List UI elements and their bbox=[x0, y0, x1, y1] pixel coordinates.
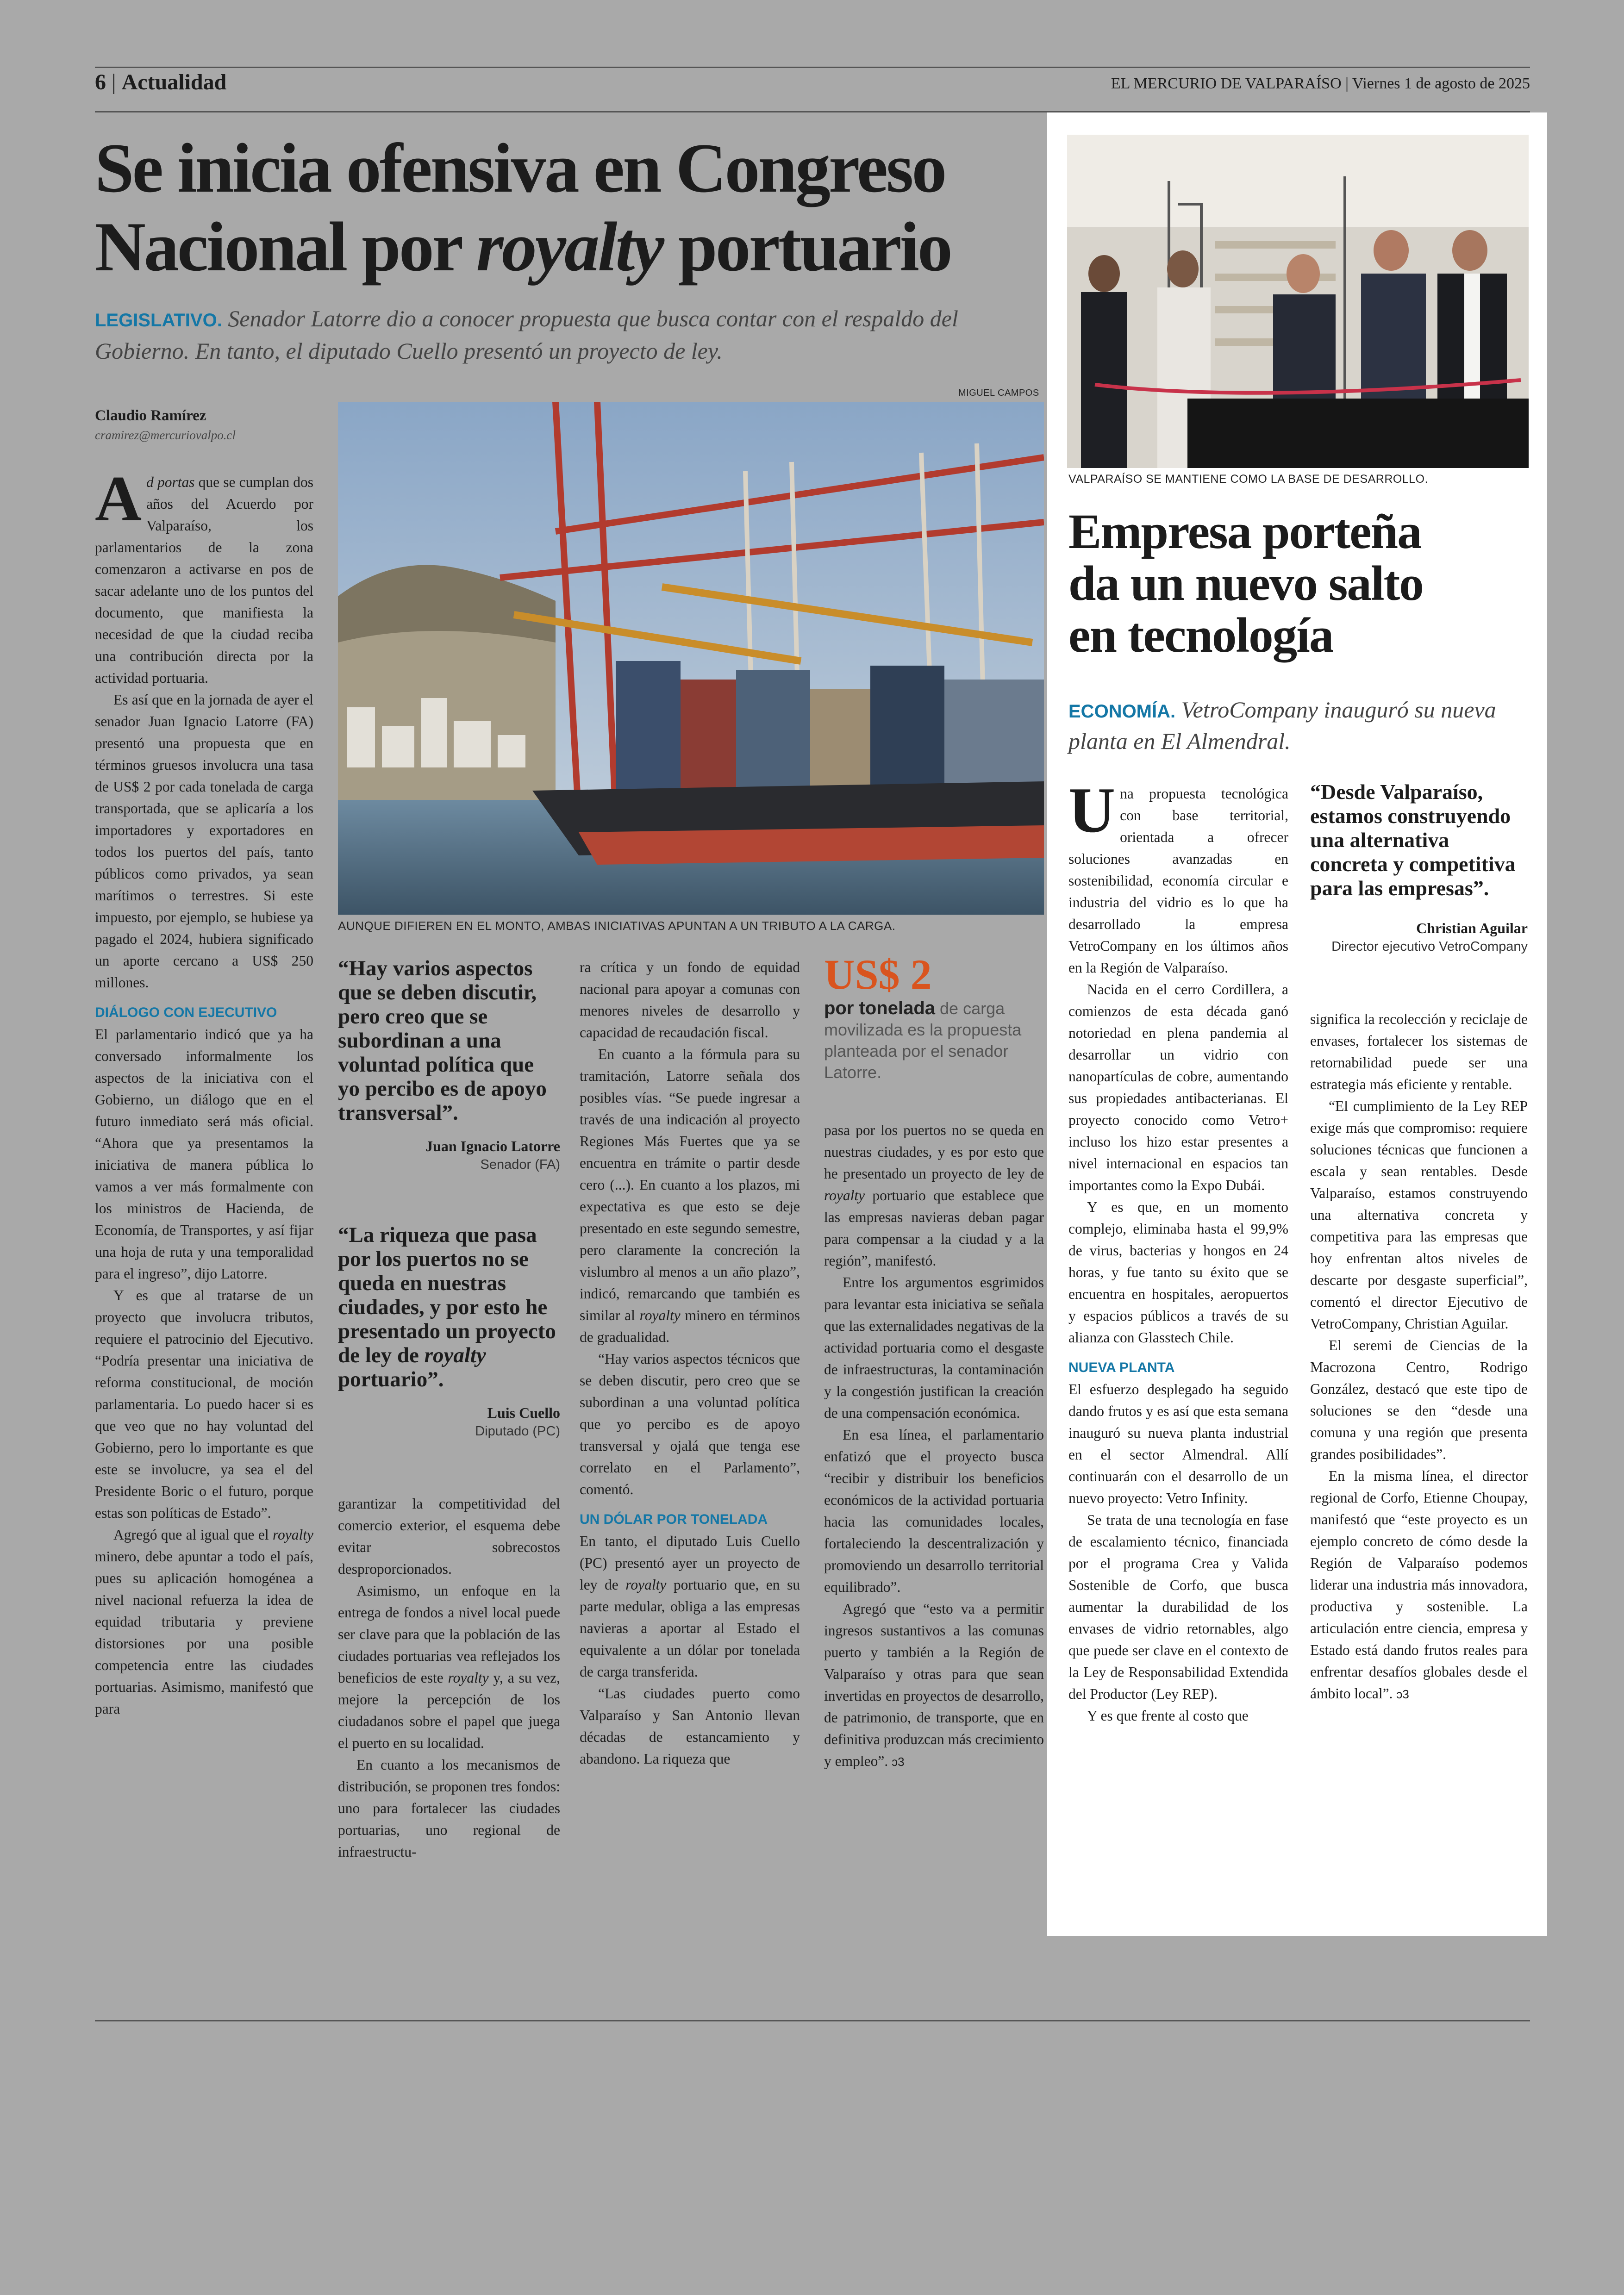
footer-rule bbox=[95, 2020, 1530, 2021]
article1-column-1 bbox=[95, 463, 313, 1720]
page-number: 6 bbox=[95, 70, 106, 94]
publication-name: EL MERCURIO DE VALPARAÍSO bbox=[1111, 75, 1342, 92]
stat-description: por tonelada de carga movilizada es la propuesta planteada por el senador Latorre. bbox=[824, 998, 1022, 1082]
column3-paragraph-3: “Hay varios aspectos técnicos que se deben discutir, pero creo que se subordinan a una voluntad política que yo percibo es de apoyo transversal y ojalá que tenga ese correlato en el Parlamento”, comentó. bbox=[580, 1351, 800, 1497]
column4-paragraph-3: En esa línea, el parlamentario enfatizó que el proyecto busca “recibir y distribuir los beneficios económicos de la actividad portuaria hacia las comunidades locales, fortaleciendo la descentralización y promoviendo un desarrollo territorial equilibrado”. bbox=[824, 1427, 1044, 1595]
port-photo bbox=[338, 402, 1044, 915]
pullquote-latorre bbox=[338, 956, 560, 1174]
pullquote-name: Juan Ignacio Latorre bbox=[425, 1138, 560, 1154]
pullquote-role: Diputado (PC) bbox=[475, 1424, 560, 1439]
article2-deck bbox=[1068, 695, 1531, 756]
column4-paragraph-1: pasa por los puertos no se queda en nuestras ciudades, y es por esto que he presentado un proyecto de ley de royalty portuario que establece que las empresas navieras deban pagar para compensar a la ciudad y a la región”, manifestó. bbox=[824, 1122, 1044, 1269]
headline-line-2: da un nuevo salto bbox=[1068, 556, 1423, 611]
header-top-rule bbox=[95, 67, 1530, 68]
ribbon-cutting-image bbox=[1067, 135, 1529, 468]
stat-value: US$ 2 bbox=[824, 951, 932, 998]
ribbon-photo-caption: VALPARAÍSO SE MANTIENE COMO LA BASE DE DESARROLLO. bbox=[1068, 473, 1429, 486]
deck-kicker: LEGISLATIVO. bbox=[95, 310, 222, 331]
deck-text: VetroCompany inauguró su nueva planta en El Almendral. bbox=[1068, 697, 1496, 754]
byline bbox=[95, 405, 326, 444]
column3-paragraph-4: En tanto, el diputado Luis Cuello (PC) presentó ayer un proyecto de ley de royalty portuario que, en su parte medular, obliga a las empresas navieras a aportar al Estado el equivalente a un dólar por tonelada de carga transferida. bbox=[580, 1533, 800, 1680]
subhead-dolar: UN DÓLAR POR TONELADA bbox=[580, 1512, 768, 1527]
column4-paragraph-4: Agregó que “esto va a permitir ingresos sustantivos a las comunas puerto y también a la Región de Valparaíso y otras para que sean invertidas en proyectos de desarrollo, de patrimonio, de transporte, que en definitiva produzcan más crecimiento y empleo”. ↄ3 bbox=[824, 1601, 1044, 1769]
pullquote-name: Luis Cuello bbox=[487, 1404, 560, 1421]
article1-deck bbox=[95, 303, 1035, 366]
headline-line-1: Se inicia ofensiva en Congreso bbox=[95, 129, 945, 207]
article1-paragraph-2: Es así que en la jornada de ayer el senador Juan Ignacio Latorre (FA) presentó una propuesta que en términos gruesos involucra una tasa de US$ 2 por cada tonelada de carga transportada, que se aplicaría a los importadores y exportadores en todos los puertos del país, tanto públicos como privados, ya sean marítimos o terrestres. Si este impuesto, por ejemplo, se hubiese ya pagado el 2024, hubiera significado un aporte cercano a US$ 250 millones. bbox=[95, 692, 313, 991]
end-mark: ↄ3 bbox=[1396, 1687, 1409, 1701]
article2-headline bbox=[1068, 506, 1531, 661]
subhead-dialogo: DIÁLOGO CON EJECUTIVO bbox=[95, 1005, 277, 1020]
column2-paragraph-2: “El cumplimiento de la Ley REP exige más que compromiso: requiere soluciones técnicas que funcionen a escala y sean rentables. Desde Valparaíso, estamos construyendo una alternativa concreta y competitiva para las empresas que hoy enfrentan altos niveles de descarte por desgaste superficial”, comentó el director Ejecutivo de VetroCompany, Christian Aguilar. bbox=[1310, 1098, 1528, 1332]
article2-column-1 bbox=[1068, 774, 1288, 1727]
column2-paragraph-4: En la misma línea, el director regional de Corfo, Etienne Choupay, manifestó que “este proyecto es un ejemplo concreto de cómo desde la Región de Valparaíso podemos liderar una industria más innovadora, productiva y sostenible. La articulación entre ciencia, empresa y Estado está dando frutos reales para enfrentar desafíos globales desde el ámbito local”. ↄ3 bbox=[1310, 1468, 1528, 1702]
article1-column-4 bbox=[824, 1119, 1044, 1773]
headline-line-2: Nacional por royalty portuario bbox=[95, 208, 951, 286]
section-name: Actualidad bbox=[121, 70, 227, 94]
column3-paragraph-1: ra crítica y un fondo de equidad nacional para apoyar a comunas con menores niveles de desarrollo y capacidad de recaudación fiscal. bbox=[580, 959, 800, 1041]
column2-paragraph-1: garantizar la competitividad del comercio exterior, el esquema debe evitar sobrecostos desproporcionados. bbox=[338, 1496, 560, 1577]
article2-paragraph-5: Se trata de una tecnología en fase de escalamiento técnico, financiada por el programa Crea y Valida Sostenible de Corfo, que busca aumentar la durabilidad de los envases de vidrio retornables, algo que puede ser clave en el contexto de la Ley de Responsabilidad Extendida del Productor (Ley REP). bbox=[1068, 1512, 1288, 1702]
subhead-nueva-planta: NUEVA PLANTA bbox=[1068, 1360, 1175, 1375]
publication-divider: | bbox=[1345, 75, 1352, 92]
headline-line-3: en tecnología bbox=[1068, 608, 1333, 663]
article1-paragraph-4: Y es que al tratarse de un proyecto que involucra tributos, requiere el patrocinio del Ejecutivo. “Podría presentar una iniciativa de reforma constitucional, de moción parlamentaria. Lo puedo hacer si es que veo que no hay voluntad del Gobierno, pero lo importante es que este se involucre, ya sea el del Presidente Boric o el futuro, porque estas son políticas de Estado”. bbox=[95, 1287, 313, 1521]
article2-column-2 bbox=[1310, 1008, 1528, 1705]
pullquote-aguilar bbox=[1310, 780, 1528, 956]
port-photo-image bbox=[338, 402, 1044, 915]
column2-paragraph-1: significa la recolección y reciclaje de envases, fortalecer los sistemas de retornabilidad puede ser una estrategia más eficiente y rentable. bbox=[1310, 1011, 1528, 1092]
article1-paragraph-3: El parlamentario indicó que ya ha conversado informalmente los aspectos de la iniciativa con el Gobierno, un diálogo que en el futuro inmediato será más oficial. “Ahora que ya presentamos la iniciativa de manera pública lo vamos a ver más formalmente con los ministros de Hacienda, de Economía, de Transportes, y así fijar una hoja de ruta y una temporalidad para el ingreso”, dijo Latorre. bbox=[95, 1026, 313, 1282]
pullquote-role: Senador (FA) bbox=[480, 1157, 560, 1172]
column2-paragraph-3: En cuanto a los mecanismos de distribución, se proponen tres fondos: uno para fortalecer las ciudades portuarias, uno regional de infraestructu- bbox=[338, 1757, 560, 1860]
port-photo-caption: AUNQUE DIFIEREN EN EL MONTO, AMBAS INICIATIVAS APUNTAN A UN TRIBUTO A LA CARGA. bbox=[338, 919, 896, 933]
drop-cap: U bbox=[1068, 774, 1116, 846]
drop-cap: A bbox=[95, 463, 142, 535]
column3-paragraph-5: “Las ciudades puerto como Valparaíso y San Antonio llevan décadas de estancamiento y abandono. La riqueza que bbox=[580, 1685, 800, 1767]
pullquote-text: “La riqueza que pasa por los puertos no se queda en nuestras ciudades, y por esto he presentado un proyecto de ley de royalty portuario”. bbox=[338, 1223, 556, 1391]
author-email: cramirez@mercuriovalpo.cl bbox=[95, 428, 236, 442]
stat-box bbox=[824, 951, 1046, 1083]
headline-line-1: Empresa porteña bbox=[1068, 505, 1421, 559]
article2-paragraph-4: El esfuerzo desplegado ha seguido dando frutos y es así que esta semana inauguró su nueva planta industrial en el sector Almendral. Allí continuarán con el desarrollo de un nuevo proyecto: Vetro Infinity. bbox=[1068, 1381, 1288, 1506]
column2-paragraph-2: Asimismo, un enfoque en la entrega de fondos a nivel local puede ser clave para que la población de las ciudades portuarias vea reflejados los beneficios de este royalty y, a su vez, mejore la percepción de los ciudadanos sobre el papel que juega el puerto en su localidad. bbox=[338, 1583, 560, 1751]
folio-divider: | bbox=[112, 70, 122, 94]
ribbon-cutting-photo bbox=[1067, 135, 1529, 468]
publication-line bbox=[1111, 72, 1530, 95]
page-folio bbox=[95, 69, 226, 96]
article2-paragraph-2: Nacida en el cerro Cordillera, a comienzos de esta década ganó notoriedad en plena pandemia al desarrollar un vidrio con nanopartículas de cobre, aumentando sus propiedades antibacterianas. El proyecto conocido como Vetro+ incluso los hizo estar presentes a nivel internacional en espacios tan importantes como la Expo Dubái. bbox=[1068, 981, 1288, 1193]
article1-column-3 bbox=[580, 956, 800, 1770]
end-mark: ↄ3 bbox=[892, 1755, 905, 1769]
article1-headline bbox=[95, 129, 1044, 286]
column3-paragraph-2: En cuanto a la fórmula para su tramitación, Latorre señala dos posibles vías. “Se puede ingresar a través de una indicación al proyecto Regiones Más Fuertes que ya se encuentra en trámite o partir desde cero (...). En cuanto a los plazos, mi expectativa es que esto se deje presentado en este segundo semestre, pero claramente la concreción la vislumbro al menos a un año plazo”, indicó, remarcando que también es similar al royalty minero en términos de gradualidad. bbox=[580, 1046, 800, 1345]
article1-paragraph-5: Agregó que al igual que el royalty minero, debe apuntar a todo el país, pues su aplicación homogénea a nivel nacional refuerza la idea de equidad tributaria y previene distorsiones por una posible competencia entre las ciudades portuarias. Asimismo, manifestó que para bbox=[95, 1527, 313, 1717]
article2-paragraph-6: Y es que frente al costo que bbox=[1087, 1708, 1249, 1724]
article1-paragraph-1: Ad portas que se cumplan dos años del Acuerdo por Valparaíso, los parlamentarios de la zona comenzaron a activarse en pos de sacar adelante uno de los puntos del documento, que manifiesta la necesidad de que la ciudad reciba una contribución directa por la actividad portuaria. bbox=[95, 463, 313, 686]
column4-paragraph-2: Entre los argumentos esgrimidos para levantar esta iniciativa se señala que las externalidades negativas de la actividad portuaria como el desgaste de infraestructuras, la contaminación y la congestión justifican la creación de una compensación económica. bbox=[824, 1274, 1044, 1421]
publication-date: Viernes 1 de agosto de 2025 bbox=[1352, 75, 1530, 92]
column2-paragraph-3: El seremi de Ciencias de la Macrozona Centro, Rodrigo González, destacó que este tipo de soluciones se den “desde una comuna y una región que presenta grandes posibilidades”. bbox=[1310, 1337, 1528, 1462]
pullquote-text: “Hay varios aspectos que se deben discutir, pero creo que se subordinan a una voluntad política que yo percibo es de apoyo transversal”. bbox=[338, 956, 547, 1125]
article2-paragraph-3: Y es que, en un momento complejo, eliminaba hasta el 99,9% de virus, bacterias y hongos en 24 horas, y fue tanto su éxito que se encuentra en hospitales, aeropuertos y espacios públicos a través de su alianza con Glasstech Chile. bbox=[1068, 1199, 1288, 1346]
pullquote-role: Director ejecutivo VetroCompany bbox=[1331, 939, 1528, 954]
pullquote-cuello bbox=[338, 1223, 560, 1441]
photo-credit: MIGUEL CAMPOS bbox=[958, 388, 1039, 398]
author-name: Claudio Ramírez bbox=[95, 407, 206, 424]
deck-kicker: ECONOMÍA. bbox=[1068, 701, 1176, 722]
pullquote-text: “Desde Valparaíso, estamos construyendo una alternativa concreta y competitiva para las empresas”. bbox=[1310, 780, 1516, 900]
article1-column-2 bbox=[338, 1493, 560, 1863]
article2-paragraph-1: Una propuesta tecnológica con base territorial, orientada a ofrecer soluciones avanzadas en sostenibilidad, economía circular e industria del vidrio es lo que ha desarrollado la empresa VetroCompany en los últimos años en la Región de Valparaíso. bbox=[1068, 774, 1288, 976]
deck-text: Senador Latorre dio a conocer propuesta que busca contar con el respaldo del Gobierno. En tanto, el diputado Cuello presentó un proyecto de ley. bbox=[95, 306, 958, 364]
article2-box bbox=[1047, 112, 1547, 1936]
pullquote-name: Christian Aguilar bbox=[1416, 920, 1528, 936]
